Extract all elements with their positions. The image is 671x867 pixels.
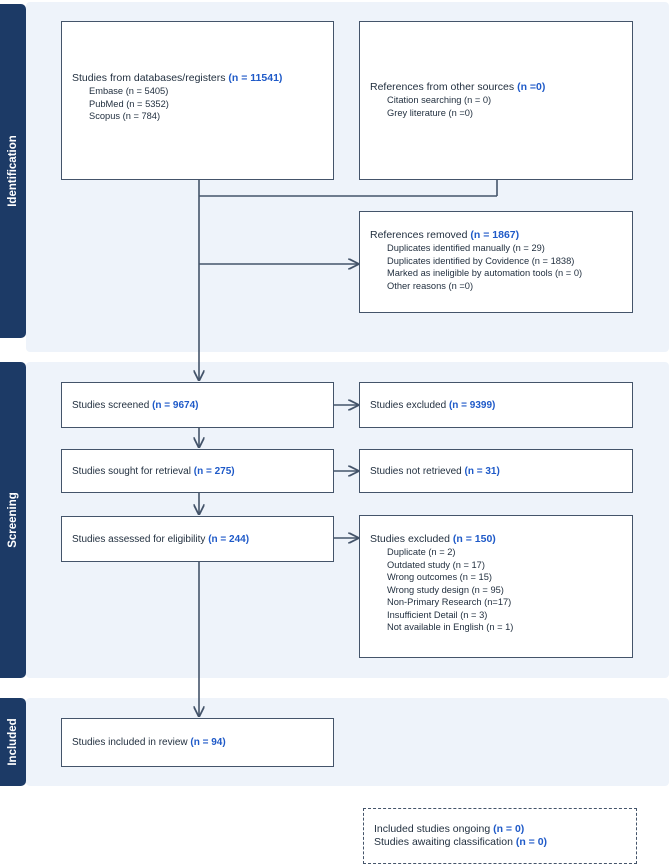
included-count: (n = 94)	[190, 737, 226, 748]
exclusion-reason: Non-Primary Research (n=17)	[387, 597, 512, 607]
excluded-box	[359, 382, 633, 428]
excluded-eligibility-title: Studies excluded	[370, 533, 450, 545]
screening-label-text: Screening	[7, 492, 19, 548]
databases-item: Scopus (n = 784)	[89, 111, 161, 121]
other-sources-title: References from other sources	[370, 81, 515, 93]
removed-item: Marked as ineligible by automation tools (n = 0)	[387, 268, 583, 278]
databases-box	[61, 21, 334, 180]
ongoing-awaiting-box	[363, 808, 637, 864]
assessed-count: (n = 244)	[208, 533, 250, 545]
sought-title: Studies sought for retrieval	[72, 465, 191, 477]
other-sources-box	[359, 21, 633, 180]
not-retrieved-box	[359, 449, 633, 493]
sought-count: (n = 275)	[193, 465, 235, 477]
sought-box	[61, 449, 334, 493]
assessed-title: Studies assessed for eligibility	[72, 533, 206, 545]
identification-label-text: Identification	[7, 135, 19, 207]
awaiting-title: Studies awaiting classification	[374, 836, 513, 848]
ongoing-count: (n = 0)	[493, 823, 525, 835]
removed-count: (n = 1867)	[470, 229, 520, 241]
databases-item: Embase (n = 5405)	[89, 86, 169, 96]
exclusion-reason: Not available in English (n = 1)	[387, 622, 514, 632]
screened-box	[61, 382, 334, 428]
databases-item: PubMed (n = 5352)	[89, 98, 169, 109]
screened-title: Studies screened	[72, 399, 150, 411]
excluded-count: (n = 9399)	[448, 399, 496, 411]
removed-item: Duplicates identified by Covidence (n = 1838)	[387, 255, 575, 266]
not-retrieved-title: Studies not retrieved	[370, 465, 462, 477]
not-retrieved-count: (n = 31)	[464, 465, 500, 477]
screened-count: (n = 9674)	[152, 399, 199, 411]
databases-title: Studies from databases/registers	[72, 72, 226, 84]
removed-item: Duplicates identified manually (n = 29)	[387, 243, 545, 253]
references-removed-box	[359, 211, 633, 313]
removed-item: Other reasons (n =0)	[387, 280, 474, 291]
assessed-box	[61, 516, 334, 562]
exclusion-reason: Outdated study (n = 17)	[387, 559, 485, 570]
other-sources-item: Citation searching (n = 0)	[387, 95, 492, 105]
included-in-review-box	[61, 718, 334, 767]
excluded-eligibility-box	[359, 515, 633, 658]
exclusion-reason: Wrong study design (n = 95)	[387, 584, 504, 595]
exclusion-reason: Insufficient Detail (n = 3)	[387, 609, 488, 620]
awaiting-count: (n = 0)	[515, 836, 548, 848]
other-sources-item: Grey literature (n =0)	[387, 107, 474, 118]
exclusion-reason: Duplicate (n = 2)	[387, 547, 456, 557]
ongoing-title: Included studies ongoing	[374, 823, 491, 835]
removed-title: References removed	[370, 229, 468, 241]
excluded-eligibility-count: (n = 150)	[452, 533, 496, 545]
included-label-text: Included	[7, 718, 19, 766]
included-title: Studies included in review	[72, 737, 188, 748]
other-sources-count: (n =0)	[517, 81, 546, 93]
exclusion-reason: Wrong outcomes (n = 15)	[387, 572, 492, 582]
excluded-title: Studies excluded	[370, 399, 447, 411]
databases-count: (n = 11541)	[228, 72, 283, 84]
